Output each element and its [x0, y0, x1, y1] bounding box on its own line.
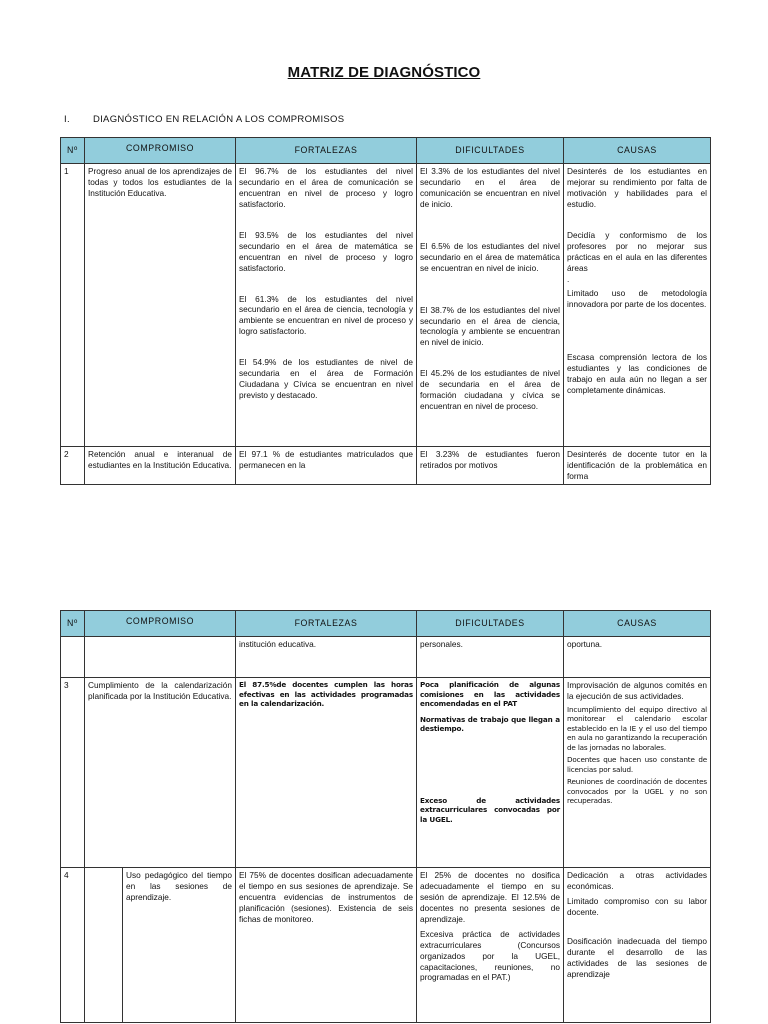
causa-item: Dedicación a otras actividades económicas.	[567, 870, 708, 891]
table-row-2	[61, 447, 711, 485]
causa-item: Docentes que hacen uso constante de licencias por salud.	[567, 755, 708, 774]
causa-item: Limitado compromiso con su labor docente.	[567, 895, 708, 917]
fortaleza-item: El 87.5%de docentes cumplen las horas efectivas en las actividades programadas en la calendarización.	[239, 680, 414, 708]
compromiso-cell: Progreso anual de los aprendizajes de todas y todos los estudiantes de la Institución Educativa.	[85, 164, 236, 447]
row-number: 2	[61, 447, 85, 485]
fortaleza-item: El 93.5% de los estudiantes del nivel secundario en el área de matemática se encuentran en nivel de proceso y logro satisfactorio.	[239, 229, 413, 273]
fortalezas-cell: institución educativa.	[236, 637, 417, 678]
row-number: 3	[61, 678, 85, 868]
row-number: 4	[61, 868, 85, 1023]
diagnosis-table-page2	[60, 610, 711, 1023]
causas-cell	[564, 868, 711, 1023]
causas-cell: oportuna.	[564, 637, 711, 678]
causa-item: Reuniones de coordinación de docentes convocados por la UGEL y no son recuperadas.	[567, 777, 708, 806]
compromiso-cell: Uso pedagógico del tiempo en las sesiones de aprendizaje.	[123, 868, 236, 1023]
dificultad-item: Exceso de actividades extracurriculares convocadas por la UGEL.	[420, 795, 561, 824]
header-fortalezas: FORTALEZAS	[236, 138, 417, 164]
header-causas: CAUSAS	[564, 611, 711, 637]
dificultad-item: El 45.2% de los estudiantes de nivel de secundaria en el área de formación ciudadana y cívica se encuentran en nivel de proceso.	[420, 368, 560, 412]
header-compromiso: COMPROMISO	[85, 611, 236, 637]
causa-item: Improvisación de algunos comités en la ejecución de sus actividades.	[567, 680, 708, 701]
causa-item: Limitado uso de metodología innovadora por parte de los docentes.	[567, 288, 707, 310]
header-no: Nº	[61, 611, 85, 637]
dificultades-cell	[417, 164, 564, 447]
section-label: DIAGNÓSTICO EN RELACIÓN A LOS COMPROMISOS	[92, 114, 345, 125]
diagnosis-table-page1	[60, 137, 711, 485]
table-row-1	[61, 164, 711, 447]
dificultades-cell	[417, 678, 564, 868]
document-title: MATRIZ DE DIAGNÓSTICO	[287, 64, 481, 81]
dificultad-item: Poca planificación de algunas comisiones en las actividades encomendadas en el PAT	[420, 680, 561, 708]
header-dificultades: DIFICULTADES	[417, 138, 564, 164]
fortalezas-cell: El 97.1 % de estudiantes matriculados que permanecen en la	[236, 447, 417, 485]
dificultades-cell: El 3.23% de estudiantes fueron retirados por motivos	[417, 447, 564, 485]
causas-cell: Desinterés de docente tutor en la identificación de la problemática en forma	[564, 447, 711, 485]
dificultad-item: Excesiva práctica de actividades extracurriculares (Concursos organizados por la UGEL, capacitaciones, reuniones, no programadas en el PAT.)	[420, 928, 561, 983]
fortalezas-cell	[236, 164, 417, 447]
section-heading	[64, 114, 344, 125]
header-no: Nº	[61, 138, 85, 164]
causa-item: Escasa comprensión lectora de los estudiantes y las condiciones de trabajo en aula aún no llegan a ser completamente dinámicas.	[567, 352, 707, 396]
fortaleza-item: El 54.9% de los estudiantes de nivel de secundaria en el área de Formación Ciudadana y Cívica se encuentran en nivel previsto y destacado.	[239, 357, 413, 401]
dificultad-item: El 3.3% de los estudiantes del nivel secundario en el área de comunicación se encuentran en nivel de inicio.	[420, 166, 560, 209]
fortaleza-item: El 61.3% de los estudiantes del nivel secundario en el área de ciencia, tecnología y ambiente se encuentran en nivel de proceso y logro satisfactorio.	[239, 293, 413, 337]
causa-item: Desinterés de los estudiantes en mejorar su rendimiento por falta de motivación y habilidades para el estudio.	[567, 166, 707, 209]
causa-item: Decidía y conformismo de los profesores por no mejorar sus prácticas en el aula en las diferentes áreas	[567, 229, 707, 273]
table-row-3	[61, 678, 711, 868]
row-number: 1	[61, 164, 85, 447]
causa-item: Dosificación inadecuada del tiempo durante el desarrollo de las actividades de las sesiones de aprendizaje	[567, 935, 708, 979]
causas-cell	[564, 678, 711, 868]
header-compromiso: COMPROMISO	[85, 138, 236, 164]
header-fortalezas: FORTALEZAS	[236, 611, 417, 637]
compromiso-cell: Cumplimiento de la calendarización planificada por la Institución Educativa.	[85, 678, 236, 868]
section-number: I.	[64, 114, 70, 125]
dificultades-cell: personales.	[417, 637, 564, 678]
table-row-4	[61, 868, 711, 1023]
header-dificultades: DIFICULTADES	[417, 611, 564, 637]
fortalezas-cell	[236, 678, 417, 868]
compromiso-cell: Retención anual e interanual de estudiantes en la Institución Educativa.	[85, 447, 236, 485]
fortaleza-item: El 96.7% de los estudiantes del nivel secundario en el área de comunicación se encuentran en nivel de proceso y logro satisfactorio.	[239, 166, 413, 209]
causas-cell	[564, 164, 711, 447]
causa-item: Incumplimiento del equipo directivo al monitorear el calendario escolar establecido en la IE y el uso del tiempo en aula no garantizando la recuperación de las jornadas no laborales.	[567, 704, 708, 752]
dificultad-item: Normativas de trabajo que llegan a destiempo.	[420, 714, 561, 733]
header-causas: CAUSAS	[564, 138, 711, 164]
dificultad-item: El 38.7% de los estudiantes del nivel secundario en el área de ciencia, tecnología y ambiente se encuentran en nivel de inicio.	[420, 304, 560, 348]
dificultad-item: El 25% de docentes no dosifica adecuadamente el tiempo en su sesión de aprendizaje. El 12.5% de docentes no presenta sesiones de aprendizaje.	[420, 870, 561, 924]
fortalezas-cell: El 75% de docentes dosifican adecuadamente el tiempo en sus sesiones de aprendizaje. Se encuentra evidencias de instrumentos de planificación (sesiones). Existencia de seis fichas de monitoreo.	[236, 868, 417, 1023]
dificultades-cell	[417, 868, 564, 1023]
dificultad-item: El 6.5% de los estudiantes del nivel secundario en el área de matemática se encuentran en nivel de inicio.	[420, 240, 560, 273]
table-row-continued	[61, 637, 711, 678]
causa-item: .	[567, 273, 570, 284]
